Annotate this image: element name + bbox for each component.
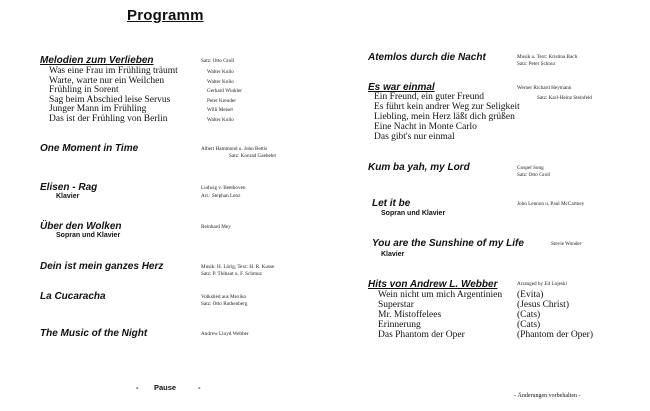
section-title-letitbe: Let it be [372, 198, 411, 209]
credit: Werner Richard Heymann [517, 85, 572, 91]
song-title: Das Phantom der Oper [378, 330, 465, 340]
section-title-herz: Dein ist mein ganzes Herz [40, 261, 164, 272]
section-title-wolken: Über den Wolken [40, 221, 122, 232]
pause-label: Pause [154, 383, 177, 392]
song-title: Erinnerung [378, 320, 421, 330]
credit: Satz: Otto Ruthenberg [201, 301, 248, 307]
section-title-elisen: Elisen - Rag [40, 182, 98, 193]
credit: Satz: Karl-Heinz Steinfeld [537, 95, 593, 101]
credit: Satz: Peter Schnur [517, 61, 556, 67]
section-title-kumbaya: Kum ba yah, my Lord [368, 162, 470, 173]
changes-note: - Änderungen vorbehalten - [514, 393, 581, 399]
section-title-sunshine: You are the Sunshine of my Life [372, 238, 524, 249]
credit: Gerhard Winkler [207, 88, 242, 94]
credit: Musik u. Text: Kristina Bach [517, 54, 578, 60]
song-title: Das gibt's nur einmal [374, 132, 455, 142]
song-title: Junger Mann im Frühling [49, 104, 147, 114]
credit: Walter Kollo [207, 79, 234, 85]
credit: Volkslied aus Mexiko [201, 294, 247, 300]
section-title-moment: One Moment in Time [40, 143, 139, 154]
song-title: Ein Freund, ein guter Freund [374, 92, 485, 102]
song-title: Eine Nacht in Monte Carlo [374, 122, 477, 132]
show-name: (Evita) [517, 290, 544, 300]
song-title: Superstar [378, 300, 414, 310]
credit: Gospel Song [517, 165, 544, 171]
credit: Reinhard Mey [201, 224, 231, 230]
section-title-night: The Music of the Night [40, 328, 148, 339]
page-title: Programm [127, 7, 204, 24]
pause-dash: - [136, 383, 139, 392]
song-title: Liebling, mein Herz läßt dich grüßen [374, 112, 515, 122]
credit: Satz: Otto Groll [201, 58, 235, 64]
instrumentation: Klavier [381, 251, 405, 258]
song-title: Frühling in Sorent [49, 85, 119, 95]
song-title: Warte, warte nur ein Weilchen [49, 76, 165, 86]
credit: Andrew Lloyd Webber [201, 331, 249, 337]
section-title-webber: Hits von Andrew L. Webber [368, 279, 498, 290]
credit: Walter Kollo [207, 117, 234, 123]
credit: Albert Hammond u. John Bettis [201, 146, 268, 152]
song-title: Sag beim Abschied leise Servus [49, 95, 171, 105]
song-title: Mr. Mistoffelees [378, 310, 442, 320]
song-title: Es führt kein andrer Weg zur Seligkeit [374, 102, 520, 112]
section-title-atemlos: Atemlos durch die Nacht [368, 52, 486, 63]
credit: Satz: Otto Groll [517, 172, 551, 178]
song-title: Was eine Frau im Frühling träumt [49, 66, 178, 76]
show-name: (Cats) [517, 320, 541, 330]
credit: Peter Kreuder [207, 98, 236, 104]
show-name: (Cats) [517, 310, 541, 320]
section-title-einmal: Es war einmal [368, 82, 435, 93]
credit: Satz: P. Thibaut u. F. Schmuz [201, 271, 262, 277]
credit: Musik: H. Lörig, Text: H. R. Kusse [201, 264, 275, 270]
show-name: (Jesus Christ) [517, 300, 569, 310]
credit: Arranged by Ed Lojeski [517, 281, 567, 287]
show-name: (Phantom der Oper) [517, 330, 593, 340]
song-title: Das ist der Frühling von Berlin [49, 114, 168, 124]
credit: Stevie Wonder [551, 241, 582, 247]
credit: Walter Kollo [207, 69, 234, 75]
credit: John Lennon u. Paul McCartney [517, 201, 585, 207]
credit: Arr.: Stephan Lenz [201, 193, 241, 199]
section-title-melodien: Melodien zum Verlieben [40, 55, 154, 66]
song-title: Wein nicht um mich Argentinien [378, 290, 503, 300]
section-title-cucaracha: La Cucaracha [40, 291, 106, 302]
credit: Satz: Konrad Gaebeler [229, 153, 277, 159]
credit: Willi Meisel [207, 107, 233, 113]
instrumentation: Klavier [56, 193, 80, 200]
credit: Ludwig v. Beethoven [201, 185, 246, 191]
instrumentation: Sopran und Klavier [56, 232, 121, 239]
pause-dash: - [198, 383, 201, 392]
instrumentation: Sopran und Klavier [381, 210, 446, 217]
